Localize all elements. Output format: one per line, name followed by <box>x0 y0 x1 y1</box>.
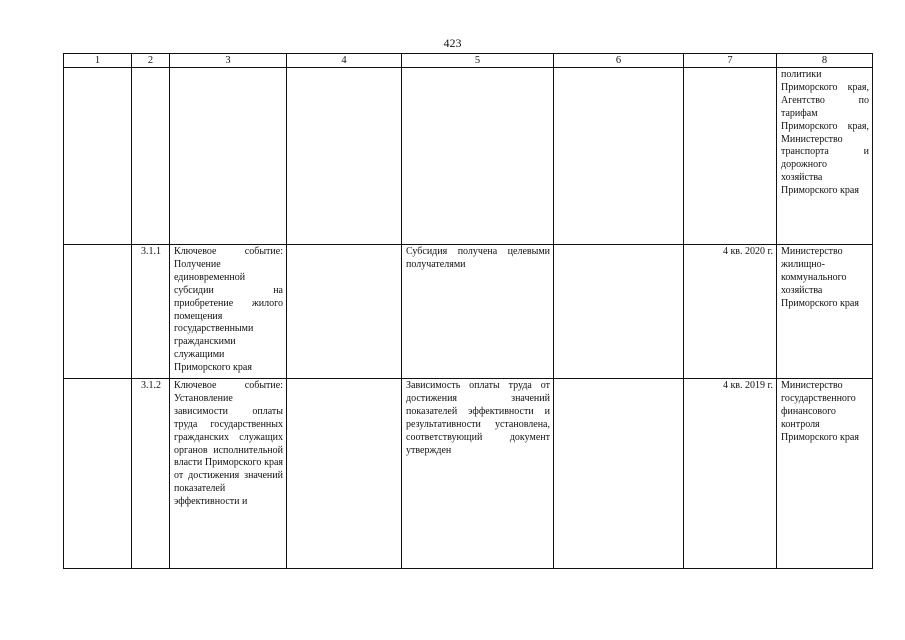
responsible-cell: Министерство государственного финансового контроля Приморского края <box>777 379 873 569</box>
table-cell <box>287 379 402 569</box>
table-cell <box>554 379 684 569</box>
table-cell <box>64 379 132 569</box>
column-header: 5 <box>402 54 554 68</box>
responsible-cell: Министерство жилищно-коммунального хозяйства Приморского края <box>777 245 873 379</box>
column-header: 4 <box>287 54 402 68</box>
table-cell <box>64 68 132 245</box>
column-header: 2 <box>132 54 170 68</box>
document-table <box>63 53 873 569</box>
table-cell <box>684 68 777 245</box>
page-number: 423 <box>443 36 462 50</box>
table-row <box>64 245 873 379</box>
table-cell <box>402 68 554 245</box>
deadline-cell: 4 кв. 2020 г. <box>684 245 777 379</box>
header-row <box>64 54 873 68</box>
table-cell <box>287 245 402 379</box>
table-row <box>64 68 873 245</box>
event-description: Ключевое событие: Получение единовременной субсидии на приобретение жилого помещения государственными гражданскими служащими Приморского края <box>170 245 287 379</box>
deadline-cell: 4 кв. 2019 г. <box>684 379 777 569</box>
item-number: 3.1.2 <box>132 379 170 569</box>
table-cell <box>64 245 132 379</box>
event-description: Ключевое событие: Установление зависимости оплаты труда государственных гражданских служащих органов исполнительной власти Приморского края от достижения значений показателей эффективности и <box>170 379 287 569</box>
table-row <box>64 379 873 569</box>
table-cell <box>132 68 170 245</box>
item-number: 3.1.1 <box>132 245 170 379</box>
table-cell <box>554 245 684 379</box>
column-header: 1 <box>64 54 132 68</box>
result-description: Субсидия получена целевыми получателями <box>402 245 554 379</box>
column-header: 8 <box>777 54 873 68</box>
result-description: Зависимость оплаты труда от достижения значений показателей эффективности и результативности установлена, соответствующий документ утвержден <box>402 379 554 569</box>
table-cell <box>554 68 684 245</box>
column-header: 7 <box>684 54 777 68</box>
table-cell <box>287 68 402 245</box>
table-cell <box>170 68 287 245</box>
column-header: 6 <box>554 54 684 68</box>
column-header: 3 <box>170 54 287 68</box>
table-cell: политики Приморского края, Агентство по тарифам Приморского края, Министерство транспорта и дорожного хозяйства Приморского края <box>777 68 873 245</box>
